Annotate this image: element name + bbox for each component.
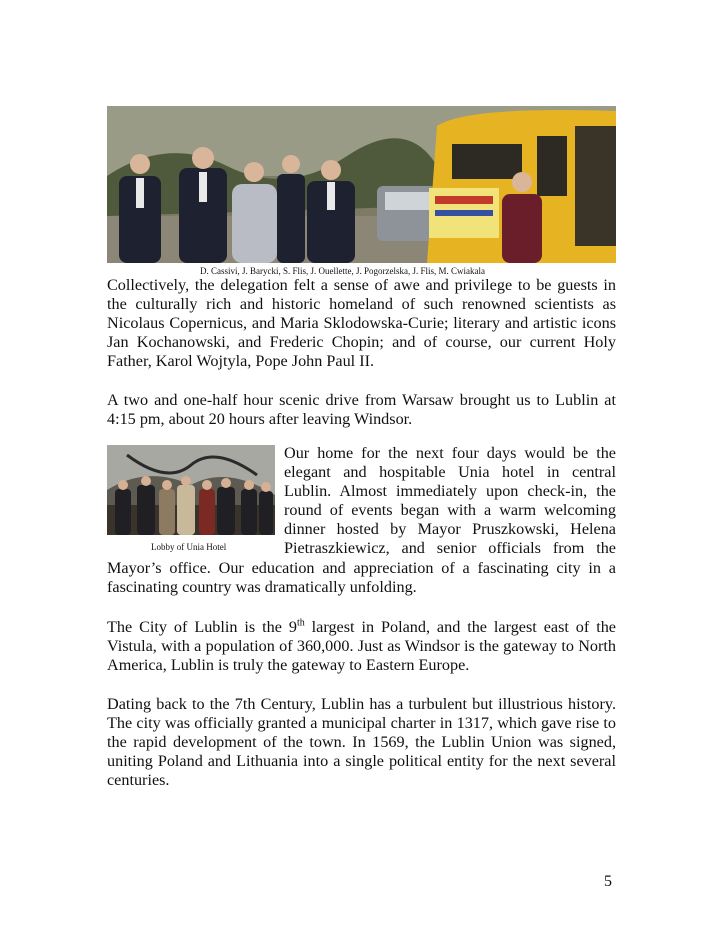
paragraph-drive: A two and one-half hour scenic drive from Warsaw brought us to Lublin at 4:15 pm, about 20 hours after leaving Windsor. [107, 391, 616, 429]
hotel-photo-caption: Lobby of Unia Hotel [151, 542, 227, 552]
top-photo-caption: D. Cassivi, J. Barycki, S. Flis, J. Ouellette, J. Pogorzelska, J. Flis, M. Cwiakala [200, 266, 485, 276]
paragraph-unia-hotel [107, 444, 616, 597]
paragraph-city-of-lublin [107, 618, 616, 675]
delegation-photo [107, 106, 616, 263]
p4-text-after: largest in Poland, and the largest east of the Vistula, with a population of 360,000. Just as Windsor is the gateway to North America, Lublin is truly the gateway to Eastern Europe. [107, 618, 616, 675]
p4-text-before: The City of Lublin is the 9 [107, 618, 297, 636]
page-number: 5 [604, 873, 612, 890]
paragraph-unia-hotel-text: Our home for the next four days would be the elegant and hospitable Unia hotel in central Lublin. Almost immediately upon check-in, the round of events began with a warm welcoming dinner hosted by Mayor Pruszkowski, Helena Pietraszkiewicz, and senior officials from the Mayor’s office. Our education and appreciation of a fascinating city in a fascinating country was dramatically unfolding. [107, 444, 616, 596]
paragraph-delegation: Collectively, the delegation felt a sense of awe and privilege to be guests in the culturally rich and historic homeland of such renowned scientists as Nicolaus Copernicus, and Maria Sklodowska-Curie; literary and artistic icons Jan Kochanowski, and Frederic Chopin; and of course, our current Holy Father, Karol Wojtyla, Pope John Paul II. [107, 276, 616, 371]
p4-superscript: th [296, 617, 305, 629]
paragraph-history: Dating back to the 7th Century, Lublin has a turbulent but illustrious history. The city was officially granted a municipal charter in 1317, which gave rise to the rapid development of the town. In 1569, the Lublin Union was signed, uniting Poland and Lithuania into a single political entity for the next several centuries. [107, 695, 616, 790]
